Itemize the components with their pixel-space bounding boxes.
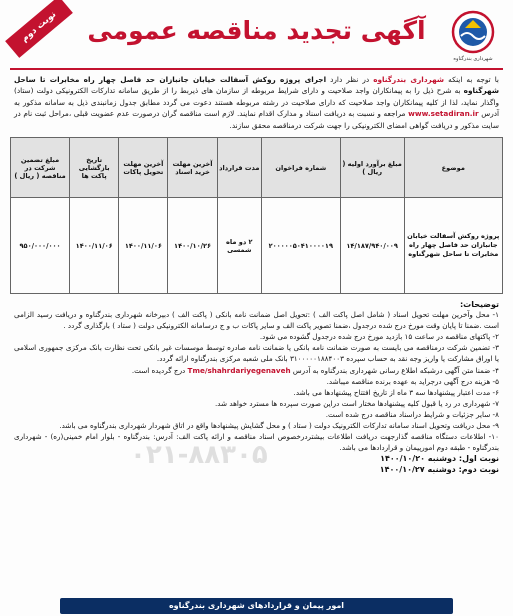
header-call-number: شماره فراخوان: [261, 138, 340, 198]
note-item: ۷- شهرداری در رد یا قبول کلیه پیشنهادها مختار است دراین صورت سپرده ها مسترد خواهد شد.: [214, 398, 499, 408]
cell-delivery-deadline: ۱۴۰۰/۱۱/۰۶: [119, 198, 168, 294]
second-publication-date: نوبت دوم: دوشنبه ۱۴۰۰/۱۰/۲۷: [379, 465, 499, 475]
header-subject: موضوع: [404, 138, 502, 198]
cell-call-number: ۲۰۰۰۰۰۵۰۴۱۰۰۰۰۱۹: [261, 198, 340, 294]
header-purchase-deadline: آخرین مهلت خرید اسناد: [168, 138, 217, 198]
cell-guarantee: ۹۵۰/۰۰۰/۰۰۰: [11, 198, 70, 294]
intro-part-2: در نظر دارد: [330, 75, 370, 84]
telegram-link[interactable]: Tme/shahrdariyegenaveh: [187, 365, 291, 375]
note-item-telegram: [14, 365, 499, 376]
logo-caption: شهرداری بندرگناوه: [453, 56, 493, 62]
table-row: [11, 198, 503, 294]
note-item: ۳- تضمین شرکت درمناقصه می بایست به صورت ضمانت نامه بانکی یا ضمانت نامه صادره توسط موسسات غیر بانکی تحت نظارت بانک مرکزی جمهوری اسلامی یا اوراق مشارکت یا واریز وجه نقد به حساب سپرده ۳۱۰۰۰۰۰۱۸۸۴۰۰۳ بانک ملی شعبه مرکزی بندرگناوه ارائه گردد.: [14, 343, 499, 364]
tender-table: [10, 137, 503, 294]
note-item: ۶- مدت اعتبار پیشنهادها سه ۳ ماه از تاریخ افتتاح پیشنهادها می باشد.: [293, 387, 499, 397]
note-item: ۸- سایر جزئیات و شرایط دراسناد مناقصه درج شده است.: [325, 409, 499, 419]
table-header-row: [11, 138, 503, 198]
note-item: ۹- محل دریافت وتحویل اسناد سامانه تدارکات الکترونیک دولت ( ستاد ) و محل گشایش پیشنهادها واقع در اتاق شهردار شهرداری بندرگناوه می باشد.: [59, 420, 499, 430]
note-item: ۵- هزینه درج آگهی درجراید به عهده برنده مناقصه میباشد.: [326, 376, 499, 386]
first-publication-date: نوبت اول: دوشنبه ۱۴۰۰/۱۰/۲۰: [380, 454, 499, 464]
footer-bar: امور پیمان و قراردادهای شهرداری بندرگناوه: [60, 598, 453, 614]
phone-watermark: ۰۲۱-۸۸۳۰۵: [130, 440, 268, 470]
header-divider: [10, 68, 503, 70]
header-opening-date: تاریخ بازگشایی پاکت ها: [70, 138, 119, 198]
intro-part-3: به شرح ذیل را به پیمانکاران واجد صلاحیت و دارای شرایط مربوطه از سازمان های ذیربط را از طریق سامانه تدارکات الکترونیکی دولت (ستاد) واگذار نماید، لذا از کلیه پیمانکاران واجد صلاحیت که دارای صلاحیت در رشته مربوطه هستند دعوت می گردد مطابق جدول زمانبندی ذیل به سامانه مذکور به آدرس: [14, 86, 500, 119]
note-item: ۱۰- اطلاعات دستگاه مناقصه گذارجهت دریافت اطلاعات بیشتردرخصوص اسناد مناقصه و ارائه پاکت الف: آدرس: بندرگناوه - بلوار امام خمینی(ره) - شهرداری بندرگناوه - طبقه دوم امورپیمان و قراردادها می باشد.: [14, 432, 499, 453]
cell-duration: ۲ دو ماه شمسی: [217, 198, 261, 294]
cell-subject: پروژه روکش آسفالت خیابان جانبازان حد فاصل چهار راه مخابرات تا ساحل شهرگناوه: [404, 198, 502, 294]
intro-municipality: شهرداری بندرگناوه: [373, 75, 445, 84]
notice-title: آگهی تجدید مناقصه عمومی: [87, 16, 426, 45]
note-4-text: ۴- ضمنا متن آگهی درشبکه اطلاع رسانی شهرداری بندرگناوه به آدرس: [292, 365, 499, 375]
cell-estimate: ۱۴/۱۸۷/۹۴۰/۰۰۹: [340, 198, 404, 294]
intro-paragraph: [10, 74, 503, 131]
header-duration: مدت قرارداد: [217, 138, 261, 198]
ribbon-badge: نوبت دوم: [5, 0, 73, 58]
municipality-logo-icon: [451, 10, 495, 54]
notice-header: [10, 6, 503, 64]
cell-opening-date: ۱۴۰۰/۱۱/۰۶: [70, 198, 119, 294]
intro-project: اجرای پروژه روکش آسفالت خیابان جانبازان حد فاصل چهار راه مخابرات تا ساحل شهرگناوه: [14, 75, 499, 96]
note-4-tail: درج گردیده است.: [131, 365, 186, 375]
notes-list: [10, 309, 503, 453]
header-estimate: مبلغ برآورد اولیه ( ریال ): [340, 138, 404, 198]
intro-part-4: مراجعه و نسبت به دریافت اسناد و مدارک اقدام نمایند. لازم است مناقصه گران درصورت عدم عضویت قبلی ،مراحل ثبت نام در سایت مذکور و دریافت گواهی امضای الکترونیکی را جهت شرکت درمناقصه محقق سازند.: [14, 109, 499, 130]
cell-purchase-deadline: ۱۴۰۰/۱۰/۲۶: [168, 198, 217, 294]
note-item: ۲- پاکتهای مناقصه در ساعت ۱۵ بازدید مورخ درج شده درجدول گشوده می شود.: [259, 332, 499, 342]
intro-part-1: با توجه به اینکه: [448, 75, 499, 84]
setad-link[interactable]: www.setadiran.ir: [408, 109, 479, 119]
header-delivery-deadline: آخرین مهلت تحویل پاکات: [119, 138, 168, 198]
notes-title: توضیحات:: [459, 300, 499, 310]
header-guarantee: مبلغ تضمین شرکت در مناقصه ( ریال ): [11, 138, 70, 198]
note-item: ۱- محل وآخرین مهلت تحویل اسناد ( شامل اصل پاکت الف ) :تحویل اصل ضمانت نامه بانکی ( پاکت الف ) دبیرخانه شهرداری بندرگناوه و دریافت رسید الزامی است .ضمنا تا پایان وقت مورخ درج شده درجدول ،ضمنا تصویر پاکت الف و سایر پاکات ب و ج درسامانه الکترونیکی دولت ( ستاد ) بارگذاری گردد .: [14, 310, 499, 331]
